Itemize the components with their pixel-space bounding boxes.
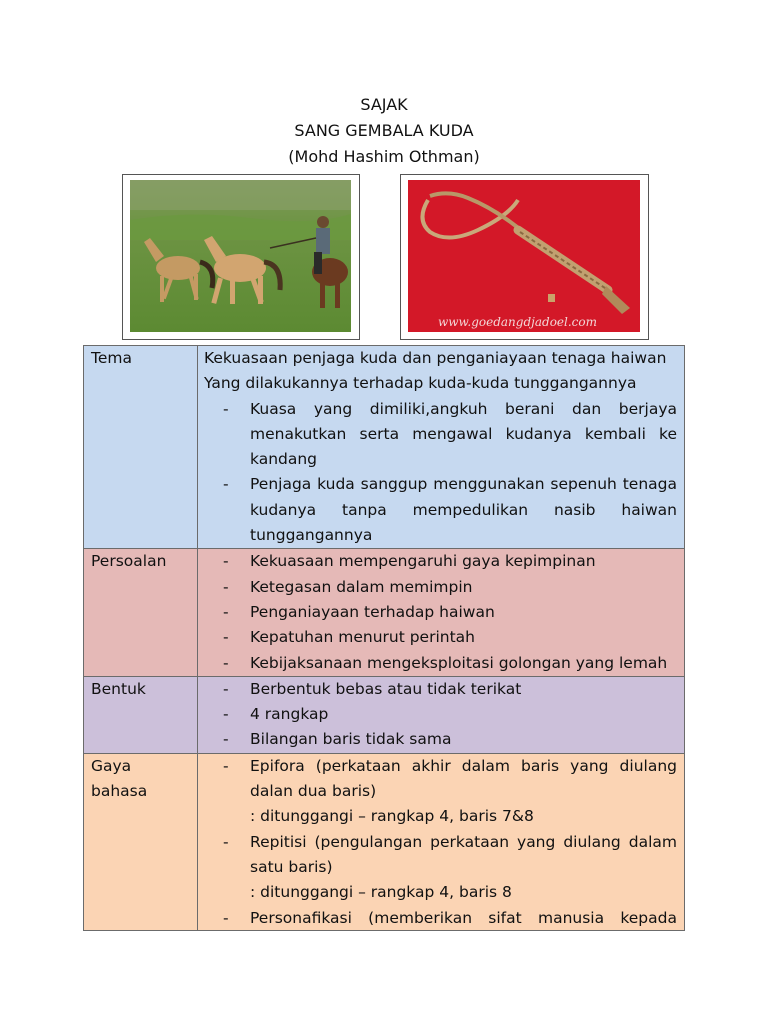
list-item: - 4 rangkap: [223, 705, 329, 724]
list-item: - Kuasa yang dimiliki,angkuh berani dan berjaya menakutkan serta mengawal kudanya kembali ke kandang: [223, 399, 677, 469]
label-gaya-bahasa: Gaya bahasa: [84, 753, 198, 930]
whip-watermark: www.goedangdjadoel.com: [438, 315, 597, 329]
list-item: - Penjaga kuda sanggup menggunakan sepenuh tenaga kudanya tanpa mempedulikan nasib haiwan tunggangannya: [223, 475, 677, 545]
title-line-2: SANG GEMBALA KUDA: [294, 121, 474, 140]
list-item: - Penganiayaan terhadap haiwan: [223, 602, 495, 621]
content-persoalan: [198, 549, 685, 676]
list-item: - Kepatuhan menurut perintah: [223, 628, 475, 647]
list-item-note: : ditunggangi – rangkap 4, baris 7&8: [250, 807, 534, 826]
tema-line-2: Yang dilakukannya terhadap kuda-kuda tunggangannya: [204, 374, 637, 393]
list-item: - Epifora (perkataan akhir dalam baris yang diulang dalan dua baris): [223, 756, 677, 801]
row-persoalan: [84, 549, 685, 676]
list-item-note: : ditunggangi – rangkap 4, baris 8: [250, 883, 512, 902]
content-bentuk: [198, 676, 685, 753]
list-item: - Ketegasan dalam memimpin: [223, 577, 473, 596]
document-title: [0, 92, 768, 170]
content-tema: [198, 346, 685, 549]
list-item: - Kekuasaan mempengaruhi gaya kepimpinan: [223, 552, 596, 571]
horses-photo-icon: [130, 180, 351, 332]
horses-photo-frame: [122, 174, 360, 340]
row-gaya-bahasa: [84, 753, 685, 930]
title-line-1: SAJAK: [360, 95, 408, 114]
list-item: - Bilangan baris tidak sama: [223, 730, 452, 749]
list-item: - Kebijaksanaan mengeksploitasi golongan yang lemah: [223, 653, 668, 672]
row-bentuk: [84, 676, 685, 753]
tema-line-1: Kekuasaan penjaga kuda dan penganiayaan tenaga haiwan: [204, 349, 667, 367]
poem-analysis-table: [83, 345, 685, 931]
content-gaya-bahasa: [198, 753, 685, 930]
list-item: - Berbentuk bebas atau tidak terikat: [223, 679, 522, 698]
label-persoalan: Persoalan: [84, 549, 198, 676]
list-item: - Repitisi (pengulangan perkataan yang diulang dalam satu baris): [223, 832, 677, 877]
title-line-3: (Mohd Hashim Othman): [288, 147, 480, 166]
list-item: - Personafikasi (memberikan sifat manusia kepada: [223, 908, 677, 927]
whip-photo-frame: [400, 174, 649, 340]
whip-photo-icon: [408, 180, 640, 332]
label-tema: Tema: [84, 346, 198, 549]
row-tema: [84, 346, 685, 549]
label-bentuk: Bentuk: [84, 676, 198, 753]
